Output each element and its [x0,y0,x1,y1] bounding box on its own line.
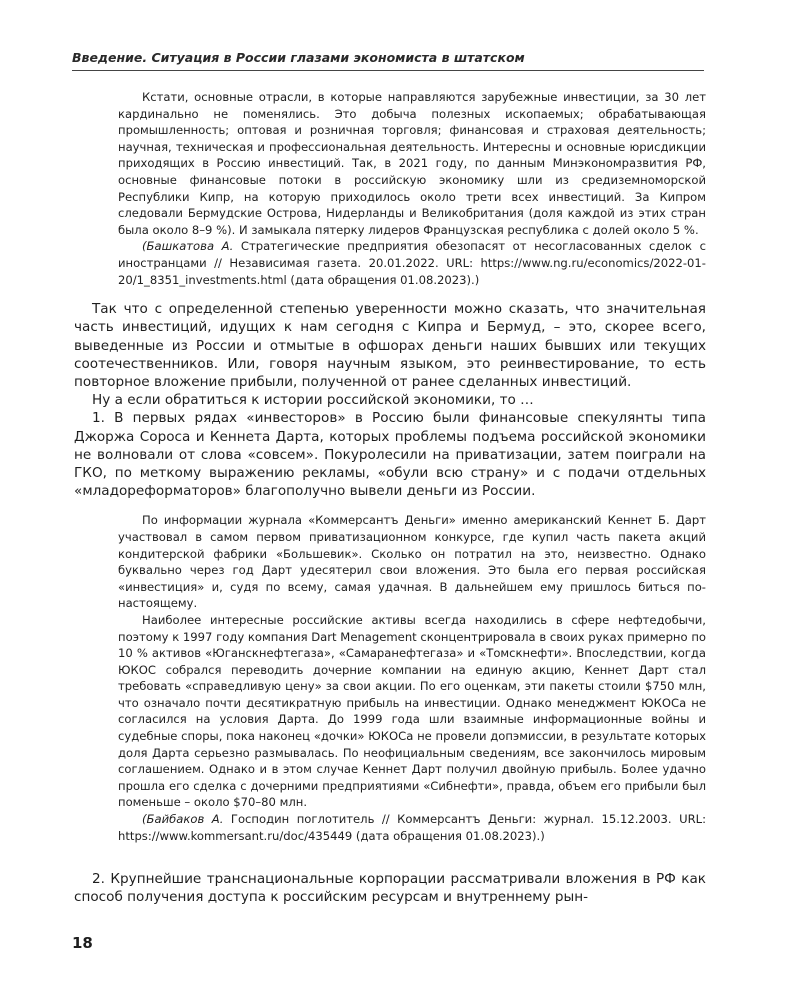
quote-paragraph: По информации журнала «Коммерсантъ Деньги» именно американский Кеннет Б. Дарт участвовал в самом первом приватизационном конкурсе, где купил часть пакета акций кондитерской фабрики «Большевик». Сколько он потратил на это, неизвестно. Однако буквально через год Дарт удесятерил свои вложения. Это была его первая российская «инвестиция» и, судя по всему, самая удачная. В дальнейшем ему пришлось биться по-настоящему. [118,513,706,611]
page-content [74,89,706,907]
body-paragraph: Так что с определенной степенью уверенности можно сказать, что значительная часть инвестиций, идущих к нам сегодня с Кипра и Бермуд, – это, скорее всего, выведенные из России и отмытые в офшорах деньги наших бывших или текущих соотечественников. Или, говоря научным языком, это реинвестирование, то есть повторное вложение прибыли, полученной от ранее сделанных инвестиций. [74,301,706,390]
running-header: Введение. Ситуация в России глазами экономиста в штатском [72,50,525,65]
quote-source [118,238,706,288]
quote-block-dart [118,512,706,844]
main-text-block [74,300,706,500]
body-paragraph: 1. В первых рядах «инвесторов» в Россию были финансовые спекулянты типа Джоржа Сороса и Кеннета Дарта, которых проблемы подъема российской экономики не волновали от слова «совсем». Покуролесили на приватизации, затем поиграли на ГКО, по меткому выражению рекламы, «обули всю страну» и с подачи отдельных «младореформаторов» благополучно вывели деньги из России. [74,410,706,500]
source-citation: Стратегические предприятия обезопасят от несогласованных сделок с иностранцами // Независимая газета. 20.01.2022. URL: https://www.ng.ru/economics/2022-01-20/1_8351_investments.html (дата обращения 01.08.2023).) [118,239,706,287]
body-paragraph: Ну а если обратиться к истории российской экономики, то … [92,392,534,409]
quote-paragraph: Наиболее интересные российские активы всегда находились в сфере нефтедобычи, поэтому к 1997 году компания Dart Menagement сконцентрировала в своих руках примерно по 10 % активов «Юганскнефтегаза», «Самаранефтегаза» и «Томскнефти». Впоследствии, когда ЮКОС собрался переводить дочерние компании на единую акцию, Кеннет Дарт стал требовать «справедливую цену» за свои акции. По его оценкам, эти пакеты стоили $750 млн, что означало почти десятикратную прибыль на инвестиции. Однако менеджмент ЮКОСа не согласился на условия Дарта. До 1999 года шли взаимные информационные войны и судебные споры, пока наконец «дочки» ЮКОСа не провели допэмиссии, в результате которых доля Дарта серьезно размывалась. По неофициальным сведениям, все закончилось мировым соглашением. Однако и в этом случае Кеннет Дарт получил двойную прибыль. Более удачно прошла его сделка с дочерними предприятиями «Сибнефти», правда, объем его прибыли был поменьше – около $70–80 млн. [118,612,706,810]
source-citation: Господин поглотитель // Коммерсантъ Деньги: журнал. 15.12.2003. URL: https://www.kommersant.ru/doc/435449 (дата обращения 01.08.2023).) [118,812,706,843]
quote-paragraph: Кстати, основные отрасли, в которые направляются зарубежные инвестиции, за 30 лет кардинально не поменялись. Это добыча полезных ископаемых; обрабатывающая промышленность; оптовая и розничная торговля; финансовая и страховая деятельность; научная, техническая и профессиональная деятельность. Интересны и основные юрисдикции приходящих в Россию инвестиций. Так, в 2021 году, по данным Минэкономразвития РФ, основные финансовые потоки в российскую экономику шли из средиземноморской Республики Кипр, на которую приходилось около трети всех инвестиций. За Кипром следовали Бермудские Острова, Нидерланды и Великобритания (доля каждой из этих стран была около 8–9 %). И замыкала пятерку лидеров Французская республика с долей около 5 %. [118,90,706,237]
source-author: (Байбаков А. [142,812,224,827]
page-number: 18 [72,934,93,952]
main-text-block [74,870,706,906]
quote-source [118,811,706,844]
quote-block-investments [118,89,706,288]
header-divider [72,70,704,71]
source-author: (Башкатова А. [142,239,234,254]
body-paragraph: 2. Крупнейшие транснациональные корпорации рассматривали вложения в РФ как способ получения доступа к российским ресурсам и внутреннему рын- [74,871,706,906]
